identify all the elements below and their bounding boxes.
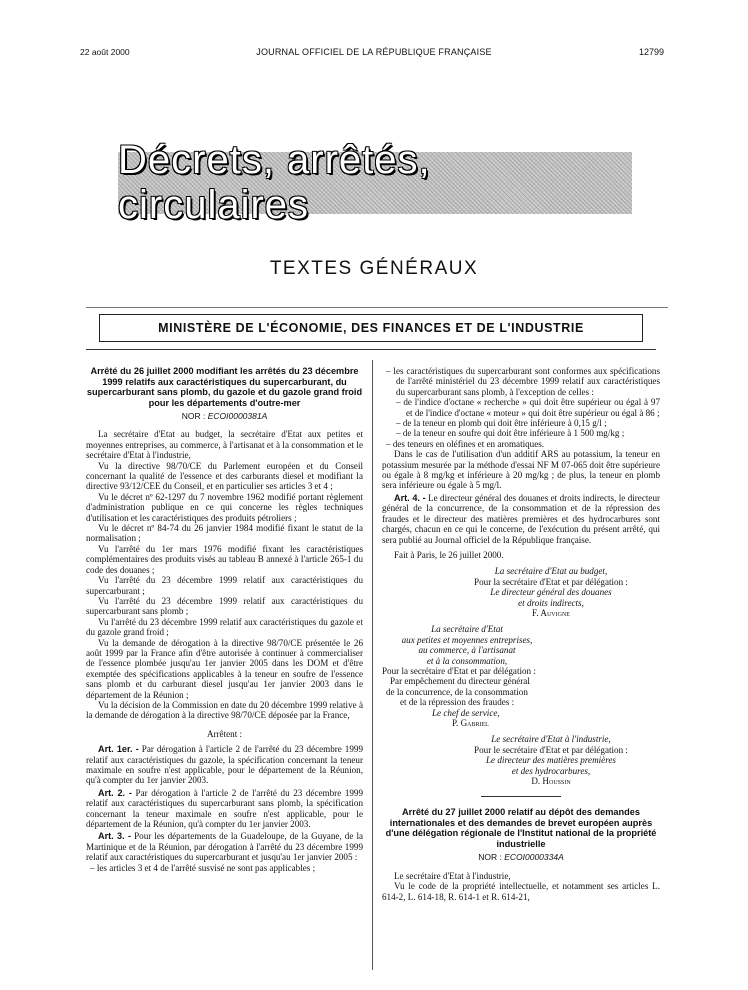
article-2-label: Art. 2. - bbox=[98, 787, 132, 798]
nor-label: NOR : bbox=[181, 411, 206, 421]
ministry-label: MINISTÈRE DE L'ÉCONOMIE, DES FINANCES ET DE L'INDUSTRIE bbox=[158, 321, 584, 335]
visa-paragraph: Vu l'arrêté du 23 décembre 1999 relatif aux caractéristiques du supercarburant ; bbox=[86, 575, 363, 596]
article-3-dash: – les articles 3 et 4 de l'arrêté susvisé ne sont pas applicables ; bbox=[90, 862, 316, 873]
sig1-director-line2: et droits indirects, bbox=[518, 597, 584, 608]
sig3-director-line2: et des hydrocarbures, bbox=[511, 765, 591, 776]
left-column bbox=[86, 366, 363, 873]
ministry-top-rule bbox=[86, 307, 668, 308]
sig1-delegation: Pour la secrétaire d'Etat et par délégation : bbox=[474, 576, 628, 587]
signature-block-2 bbox=[382, 624, 552, 666]
fait-line: Fait à Paris, le 26 juillet 2000. bbox=[394, 549, 504, 560]
sig3-delegation: Pour le secrétaire d'Etat et par délégation : bbox=[474, 744, 628, 755]
article-4-label: Art. 4. - bbox=[394, 492, 426, 503]
visa-paragraph: Vu le décret nº 62-1297 du 7 novembre 1962 modifié portant règlement d'administration publique en ce qui concerne les règles techniques d'utilisation et les caractéristiques des produits pétroliers ; bbox=[86, 491, 363, 523]
spec-dash-4: – de la teneur en soufre qui doit être inférieure à 1 500 mg/kg ; bbox=[396, 428, 625, 439]
section-separator bbox=[481, 796, 561, 797]
nor-line-1 bbox=[86, 411, 363, 421]
sig2-emp3: et de la répression des fraudes : bbox=[400, 697, 515, 708]
article-1 bbox=[86, 744, 363, 786]
article-3 bbox=[86, 831, 363, 862]
decree-title-1: Arrêté du 26 juillet 2000 modifiant les arrêtés du 23 décembre 1999 relatifs aux caractéristiques du supercarburant, du supercarburant sans plomb, du gazole et du gazole grand froid pour les départements d'outre-mer bbox=[86, 366, 363, 408]
nor-line-2 bbox=[382, 852, 660, 862]
section-title: TEXTES GÉNÉRAUX bbox=[269, 258, 479, 279]
sig1-role: La secrétaire d'Etat au budget, bbox=[494, 566, 608, 577]
article-3-text: Pour les départements de la Guadeloupe, de la Guyane, de la Martinique et de la Réunion, par dérogation à l'arrêté du 23 décembre 1999 relatif aux caractéristiques du supercarburant et jusqu'au 1er janvier 2005 : bbox=[86, 831, 364, 863]
sig2-emp2: de la concurrence, de la consommation bbox=[386, 686, 528, 697]
sig3-name: D. Houssin bbox=[531, 776, 571, 787]
decree-title-2: Arrêté du 27 juillet 2000 relatif au dépôt des demandes internationales et des demandes de brevet européen auprès d'une délégation régionale de l'Institut national de la propriété industrielle bbox=[385, 807, 657, 849]
visa-paragraph: Vu la décision de la Commission en date du 20 décembre 1999 relative à la demande de dérogation à la directive 98/70/CE déposée par la France, bbox=[86, 699, 363, 721]
nor2-code: ECOI0000334A bbox=[504, 852, 564, 863]
visa-paragraph: Vu l'arrêté du 23 décembre 1999 relatif aux caractéristiques du gazole et du gazole grand froid ; bbox=[86, 616, 363, 638]
nor2-label: NOR : bbox=[478, 852, 502, 863]
banner-title: Décrets, arrêtés, circulaires bbox=[118, 138, 431, 227]
section-banner bbox=[118, 138, 632, 227]
page-number: 12799 bbox=[638, 47, 664, 57]
ars-paragraph: Dans le cas de l'utilisation d'un additif ARS au potassium, la teneur en potassium mesurée par la méthode d'essai NF M 07-065 doit être supérieure ou égale à 8 mg/kg et inférieure à 20 mg/kg ; de plus, la teneur en plomb sera inférieure ou égale à 5 mg/l. bbox=[382, 449, 660, 491]
visa-paragraph: Vu l'arrêté du 1er mars 1976 modifié fixant les caractéristiques complémentaires des produits visés au tableau B annexé à l'article 265-1 du code des douanes ; bbox=[86, 543, 363, 575]
article-1-label: Art. 1er. - bbox=[98, 744, 139, 755]
sig3-director-line1: Le directeur des matières premières bbox=[486, 755, 616, 766]
visa-paragraph: Vu la demande de dérogation à la directive 98/70/CE présentée le 26 août 1999 par la France afin d'être autorisée à continuer à commercialiser de l'essence plombée jusqu'au 1er janvier 2005 dans les DOM et d'être exemptée des spécifications applicables à la teneur en soufre de l'essence sans plomb et du carburant diesel jusqu'au 1er janvier 2003 dans le département de la Réunion ; bbox=[86, 637, 363, 700]
article-4-text: Le directeur général des douanes et droits indirects, le directeur général de la concurrence, de la consommation et de la répression des fraudes et le directeur des matières premières et des hydrocarbures sont chargés, chacun en ce qui le concerne, de l'exécution du présent arrêté, qui sera publié au Journal officiel de la République française. bbox=[382, 492, 661, 545]
sig2-details bbox=[382, 666, 582, 728]
ministry-heading bbox=[99, 314, 643, 342]
visa-paragraph: Vu le décret nº 84-74 du 26 janvier 1984 modifié fixant le statut de la normalisation ; bbox=[86, 523, 363, 544]
sig2-line3: au commerce, à l'artisanat bbox=[418, 645, 516, 656]
header-date: 22 août 2000 bbox=[80, 47, 130, 57]
article-2 bbox=[86, 788, 363, 830]
decree2-paragraph-2: Vu le code de la propriété intellectuelle, et notamment ses articles L. 614-2, L. 614-18, R. 614-1 et R. 614-21, bbox=[382, 881, 660, 902]
visa-paragraph: Vu l'arrêté du 23 décembre 1999 relatif aux caractéristiques du supercarburant sans plomb ; bbox=[86, 595, 363, 617]
article-2-text: Par dérogation à l'article 2 de l'arrêté du 23 décembre 1999 relatif aux caractéristiques du supercarburant sans plomb, la spécification concernant la teneur maximale en soufre n'est applicable, pour le département de la Réunion, qu'à compter du 1er janvier 2003. bbox=[86, 787, 364, 830]
signature-block-3 bbox=[382, 734, 660, 786]
journal-title: JOURNAL OFFICIEL DE LA RÉPUBLIQUE FRANÇAISE bbox=[256, 47, 492, 57]
right-column bbox=[382, 366, 660, 902]
sig2-chef: Le chef de service, bbox=[432, 707, 500, 718]
signature-block-1 bbox=[382, 566, 660, 618]
article-1-text: Par dérogation à l'article 2 de l'arrêté du 23 décembre 1999 relatif aux caractéristiques du gazole, la spécification concernant la teneur maximale en soufre n'est applicable, pour le département de la Réunion, qu'à compter du 1er janvier 2003. bbox=[86, 744, 363, 786]
sig2-emp1: Par empêchement du directeur général bbox=[390, 676, 530, 687]
column-divider bbox=[372, 360, 373, 970]
arretent-line: Arrêtent : bbox=[206, 728, 243, 739]
spec-dash-3: – de la teneur en plomb qui doit être inférieure à 0,15 g/l ; bbox=[396, 418, 607, 429]
article-3-label: Art. 3. - bbox=[98, 831, 131, 842]
spec-dash-1: – les caractéristiques du supercarburant sont conformes aux spécifications de l'arrêté ministériel du 23 décembre 1999 relatif aux caractéristiques du supercarburant sans plomb, à l'exception de celles : bbox=[386, 366, 660, 397]
nor-code: ECOI0000381A bbox=[207, 411, 268, 421]
sig3-role: Le secrétaire d'Etat à l'industrie, bbox=[491, 734, 611, 745]
sig2-line4: et à la consommation, bbox=[426, 655, 508, 666]
sig2-name: P. Gabriel bbox=[452, 718, 489, 728]
visa-paragraph: Vu la directive 98/70/CE du Parlement européen et du Conseil concernant la qualité de l'essence et des carburants diesel et modifiant la directive 93/12/CEE du Conseil, et en particulier ses articles 3 et 4 ; bbox=[86, 460, 363, 492]
preamble-paragraph: La secrétaire d'Etat au budget, la secrétaire d'Etat aux petites et moyennes entreprises, au commerce, à l'artisanat et à la consommation et le secrétaire d'Etat à l'industrie, bbox=[86, 429, 363, 461]
ministry-divider bbox=[86, 349, 656, 350]
sig2-delegation: Pour la secrétaire d'Etat et par délégation : bbox=[382, 665, 536, 676]
spec-dash-5: – des teneurs en oléfines et en aromatiques. bbox=[386, 438, 545, 449]
sig2-line1: La secrétaire d'Etat bbox=[431, 624, 503, 635]
sig1-director-line1: Le directeur général des douanes bbox=[490, 587, 612, 598]
spec-dash-2: – de l'indice d'octane « recherche » qui doit être supérieur ou égal à 97 et de l'indice d'octane « moteur » qui doit être supérieur ou égal à 86 ; bbox=[396, 397, 660, 418]
article-4 bbox=[382, 493, 660, 545]
sig2-line2: aux petites et moyennes entreprises, bbox=[401, 634, 533, 645]
sig1-name: F. Auvigne bbox=[532, 607, 570, 618]
decree2-paragraph-1: Le secrétaire d'Etat à l'industrie, bbox=[394, 870, 511, 881]
